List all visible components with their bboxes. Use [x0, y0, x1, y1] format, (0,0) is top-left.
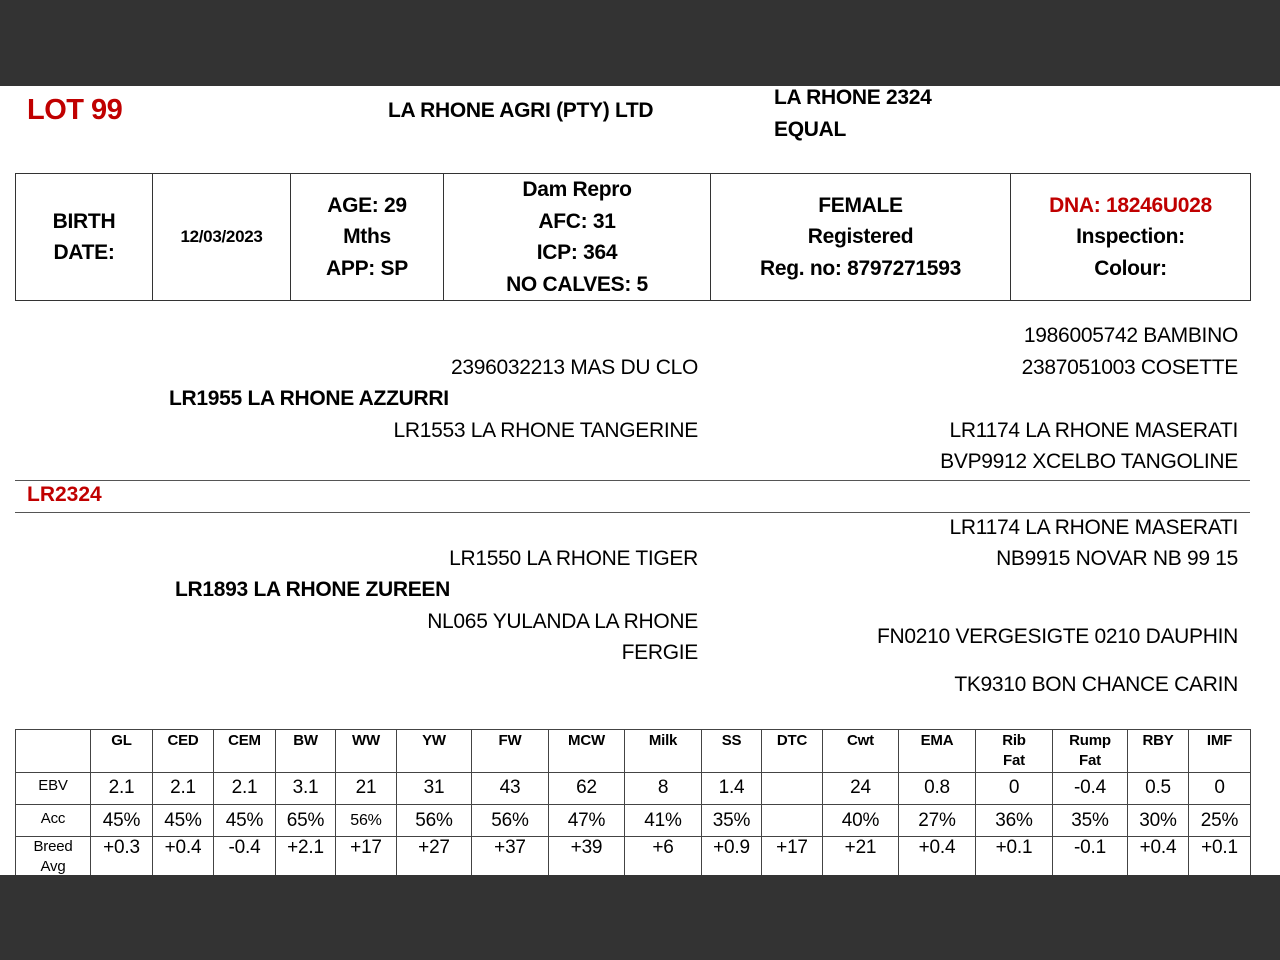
- ebv-value-cell: 36%: [976, 805, 1053, 837]
- ebv-header-rump-fat: [1053, 730, 1128, 773]
- ebv-table: [15, 729, 1251, 875]
- breeder-name: LA RHONE AGRI (PTY) LTD: [388, 99, 654, 122]
- pedigree-animal-id: LR2324: [27, 483, 102, 506]
- divider-bottom: [15, 512, 1250, 513]
- ebv-value-cell: +17: [762, 837, 823, 876]
- age-line2: Mths: [343, 225, 391, 249]
- inspection-label: Inspection:: [1076, 225, 1185, 249]
- ebv-value-cell: +0.4: [899, 837, 976, 876]
- ebv-header-line: CEM: [228, 732, 261, 749]
- pedigree-dam-dam-dam: TK9310 BON CHANCE CARIN: [954, 673, 1238, 696]
- ebv-value-cell: +39: [549, 837, 625, 876]
- animal-name-line1: LA RHONE 2324: [774, 86, 932, 109]
- row-label-breed-line2: Avg: [40, 858, 66, 875]
- icp-value: ICP: 364: [536, 241, 618, 264]
- ebv-header-cem: [214, 730, 276, 773]
- ebv-value-cell: 62: [549, 773, 625, 805]
- ebv-value-cell: 0: [1189, 773, 1251, 805]
- birth-label-line1: BIRTH: [52, 209, 116, 233]
- ebv-value-cell: [762, 805, 823, 837]
- ebv-header-line: GL: [111, 732, 132, 749]
- ebv-value-cell: 1.4: [702, 773, 762, 805]
- animal-name-line2: EQUAL: [774, 118, 847, 141]
- row-label-acc: Acc: [16, 805, 91, 837]
- pedigree-dam-dam-line1: NL065 YULANDA LA RHONE: [427, 610, 698, 633]
- pedigree-sire-sire-dam: 2387051003 COSETTE: [1021, 356, 1238, 379]
- ebv-header-line: CED: [167, 732, 199, 749]
- no-calves-value: NO CALVES: 5: [506, 272, 648, 296]
- ebv-value-cell: +0.1: [976, 837, 1053, 876]
- ebv-value-cell: 0.5: [1128, 773, 1189, 805]
- ebv-value-cell: 31: [397, 773, 472, 805]
- ebv-value-cell: +0.4: [153, 837, 214, 876]
- sex-value: FEMALE: [818, 193, 903, 217]
- ebv-value-cell: +21: [823, 837, 899, 876]
- ebv-value-cell: -0.1: [1053, 837, 1128, 876]
- ebv-header-line: RBY: [1142, 732, 1174, 749]
- ebv-header-yw: [397, 730, 472, 773]
- ebv-header-line: FW: [498, 732, 522, 749]
- ebv-header-gl: [91, 730, 153, 773]
- ebv-header-dtc: [762, 730, 823, 773]
- ebv-value-cell: +0.3: [91, 837, 153, 876]
- lot-number: LOT 99: [27, 94, 123, 126]
- age-cell: [291, 174, 444, 301]
- birth-date-label: [16, 174, 153, 301]
- ebv-value-cell: +2.1: [276, 837, 336, 876]
- ebv-value-cell: 45%: [214, 805, 276, 837]
- dna-value: DNA: 18246U028: [1049, 193, 1212, 217]
- reg-no-value: Reg. no: 8797271593: [760, 256, 961, 280]
- ebv-value-cell: 8: [625, 773, 702, 805]
- ebv-header-line: Milk: [648, 732, 678, 749]
- ebv-corner-cell: [16, 730, 91, 773]
- ebv-header-cwt: [823, 730, 899, 773]
- divider-top: [15, 480, 1250, 481]
- ebv-value-cell: +17: [336, 837, 397, 876]
- ebv-value-cell: 0.8: [899, 773, 976, 805]
- animal-name: [774, 86, 932, 146]
- registered-status: Registered: [807, 225, 914, 249]
- ebv-value-cell: 47%: [549, 805, 625, 837]
- ebv-value-cell: 45%: [91, 805, 153, 837]
- ebv-header-ss: [702, 730, 762, 773]
- ebv-header-line: Rump: [1069, 732, 1111, 749]
- pedigree-dam: LR1893 LA RHONE ZUREEN: [175, 578, 451, 601]
- ebv-value-cell: +0.4: [1128, 837, 1189, 876]
- dna-cell: [1011, 174, 1251, 301]
- ebv-value-cell: 2.1: [91, 773, 153, 805]
- ebv-header-line: EMA: [920, 732, 954, 749]
- ebv-value-cell: 45%: [153, 805, 214, 837]
- ebv-header-line: Fat: [1003, 752, 1025, 769]
- pedigree-sire-dam-dam: BVP9912 XCELBO TANGOLINE: [940, 450, 1238, 473]
- ebv-header-line: IMF: [1206, 732, 1233, 749]
- ebv-header-line: Rib: [1002, 732, 1026, 749]
- ebv-row: [16, 773, 1251, 805]
- ebv-value-cell: 30%: [1128, 805, 1189, 837]
- ebv-header-row: [16, 730, 1251, 773]
- afc-value: AFC: 31: [538, 209, 616, 233]
- breed-avg-row: [16, 837, 1251, 876]
- ebv-header-line: SS: [721, 732, 742, 749]
- row-label-ebv: EBV: [16, 773, 91, 805]
- ebv-header-mcw: [549, 730, 625, 773]
- birth-label-line2: DATE:: [53, 241, 115, 264]
- ebv-header-ema: [899, 730, 976, 773]
- pedigree-sire-dam-sire: LR1174 LA RHONE MASERATI: [949, 419, 1238, 442]
- app-line: APP: SP: [326, 256, 408, 280]
- acc-row: [16, 805, 1251, 837]
- ebv-value-cell: 27%: [899, 805, 976, 837]
- ebv-value-cell: 0: [976, 773, 1053, 805]
- ebv-header-fw: [472, 730, 549, 773]
- pedigree-dam-sire-sire: LR1174 LA RHONE MASERATI: [949, 516, 1238, 539]
- ebv-value-cell: 65%: [276, 805, 336, 837]
- row-label-breed-line1: Breed: [33, 838, 73, 855]
- ebv-value-cell: 35%: [702, 805, 762, 837]
- pedigree-dam-sire-dam: NB9915 NOVAR NB 99 15: [996, 547, 1238, 570]
- ebv-value-cell: 2.1: [214, 773, 276, 805]
- ebv-value-cell: [762, 773, 823, 805]
- row-label-breed-avg: [16, 837, 91, 876]
- ebv-value-cell: 56%: [397, 805, 472, 837]
- birth-date-value: 12/03/2023: [153, 174, 291, 301]
- pedigree-sire-sire: 2396032213 MAS DU CLO: [450, 356, 698, 379]
- ebv-value-cell: 40%: [823, 805, 899, 837]
- ebv-header-line: MCW: [568, 732, 605, 749]
- ebv-header-line: DTC: [776, 732, 808, 749]
- dam-repro-cell: [444, 174, 711, 301]
- ebv-header-ww: [336, 730, 397, 773]
- pedigree-sire-sire-sire: 1986005742 BAMBINO: [1023, 324, 1238, 347]
- ebv-value-cell: +0.1: [1189, 837, 1251, 876]
- lot-catalogue-page: [0, 86, 1280, 875]
- ebv-header-milk: [625, 730, 702, 773]
- ebv-value-cell: -0.4: [1053, 773, 1128, 805]
- ebv-header-rib-fat: [976, 730, 1053, 773]
- ebv-header-line: BW: [293, 732, 318, 749]
- ebv-value-cell: +27: [397, 837, 472, 876]
- ebv-value-cell: 43: [472, 773, 549, 805]
- pedigree-dam-sire: LR1550 LA RHONE TIGER: [449, 547, 698, 570]
- ebv-value-cell: 56%: [472, 805, 549, 837]
- colour-label: Colour:: [1094, 256, 1167, 280]
- ebv-header-line: Fat: [1079, 752, 1101, 769]
- ebv-value-cell: -0.4: [214, 837, 276, 876]
- animal-info-table: [15, 173, 1251, 301]
- ebv-value-cell: +6: [625, 837, 702, 876]
- ebv-value-cell: +37: [472, 837, 549, 876]
- pedigree-dam-dam-sire: FN0210 VERGESIGTE 0210 DAUPHIN: [877, 625, 1238, 648]
- ebv-value-cell: 35%: [1053, 805, 1128, 837]
- registration-cell: [711, 174, 1011, 301]
- age-line1: AGE: 29: [327, 193, 407, 217]
- ebv-header-rby: [1128, 730, 1189, 773]
- ebv-header-line: YW: [422, 732, 446, 749]
- ebv-value-cell: 24: [823, 773, 899, 805]
- ebv-value-cell: 3.1: [276, 773, 336, 805]
- ebv-header-line: Cwt: [847, 732, 874, 749]
- pedigree-sire-dam: LR1553 LA RHONE TANGERINE: [393, 419, 698, 442]
- ebv-value-cell: 21: [336, 773, 397, 805]
- ebv-value-cell: 25%: [1189, 805, 1251, 837]
- pedigree-sire: LR1955 LA RHONE AZZURRI: [169, 387, 449, 410]
- ebv-value-cell: 56%: [336, 805, 397, 837]
- ebv-header-line: WW: [352, 732, 380, 749]
- ebv-value-cell: 2.1: [153, 773, 214, 805]
- dam-repro-title: Dam Repro: [522, 178, 632, 201]
- ebv-header-bw: [276, 730, 336, 773]
- ebv-header-ced: [153, 730, 214, 773]
- ebv-header-imf: [1189, 730, 1251, 773]
- ebv-value-cell: +0.9: [702, 837, 762, 876]
- pedigree-dam-dam-line2: FERGIE: [621, 641, 698, 664]
- ebv-value-cell: 41%: [625, 805, 702, 837]
